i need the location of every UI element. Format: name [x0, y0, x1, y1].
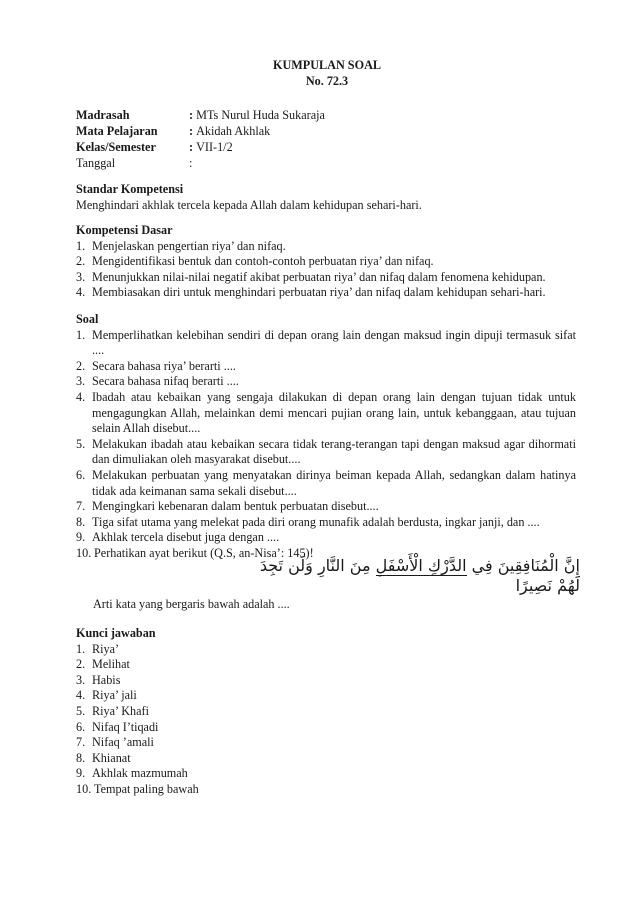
meta-value: VII-1/2: [196, 140, 233, 154]
meta-row-mapel: [76, 124, 576, 140]
list-item: 10. Tempat paling bawah: [76, 781, 199, 796]
meta-row-tanggal: [76, 156, 576, 172]
list-item: 2. Secara bahasa riya’ berarti ....: [76, 358, 236, 373]
list-item: 1. Memperlihatkan kelebihan sendiri di depan orang lain dengan maksud ingin dipuji termasuk sifat ....: [76, 327, 576, 358]
list-item: 4. Membiasakan diri untuk menghindari perbuatan riya’ dan nifaq dalam kehidupan sehari-hari.: [76, 285, 546, 300]
list-item: 4. Riya’ jali: [76, 688, 137, 703]
list-item: 8. Tiga sifat utama yang melekat pada diri orang munafik adalah berdusta, ingkar janji, dan ....: [76, 514, 540, 529]
document-header: [0, 58, 638, 89]
list-item: 1. Riya’: [76, 641, 120, 656]
soal-heading: Soal: [76, 312, 99, 326]
standar-section: [76, 182, 576, 213]
meta-key: Madrasah: [76, 108, 130, 122]
arti-prompt: Arti kata yang bergaris bawah adalah ....: [93, 597, 290, 611]
list-item: 3. Secara bahasa nifaq berarti ....: [76, 374, 239, 389]
ayat-underlined: الدَّرْكِ الْأَسْفَلِ: [375, 556, 467, 575]
document-number: No. 72.3: [305, 73, 349, 88]
document-title: KUMPULAN SOAL: [273, 58, 381, 72]
meta-value: [195, 156, 576, 172]
ayat-part: مِنَ النَّارِ وَلَن تَجِدَ لَهُمْ نَصِيرًا: [259, 556, 580, 595]
list-item: 7. Mengingkari kebenaran dalam bentuk perbuatan disebut....: [76, 499, 379, 514]
standar-heading: Standar Kompetensi: [76, 182, 184, 196]
list-item: 4. Ibadah atau kebaikan yang sengaja dilakukan di depan orang lain dengan tujuan tidak untuk mengagungkan Allah, melainkan demi mencari pujian orang lain, untuk kebanggaan, atau tujuan selain Allah disebut....: [76, 389, 576, 436]
standar-text: Menghindari akhlak tercela kepada Allah dalam kehidupan sehari-hari.: [76, 197, 422, 212]
meta-colon: :: [189, 108, 197, 122]
list-item: 2. Mengidentifikasi bentuk dan contoh-contoh perbuatan riya’ dan nifaq.: [76, 254, 434, 269]
meta-colon: :: [189, 140, 197, 154]
list-item: 8. Khianat: [76, 750, 131, 765]
list-item: 2. Melihat: [76, 657, 130, 672]
list-item: 6. Melakukan perbuatan yang menyatakan dirinya beiman kepada Allah, sedangkan dalam hatinya tidak ada keimanan sama sekali disebut....: [76, 467, 576, 498]
list-item: 9. Akhlak mazmumah: [76, 766, 188, 781]
meta-key: Tanggal: [76, 156, 116, 170]
list-item: 3. Menunjukkan nilai-nilai negatif akibat perbuatan riya’ dan nifaq dalam fenomena kehidupan.: [76, 269, 546, 284]
kunci-heading: Kunci jawaban: [76, 626, 156, 640]
list-item: 6. Nifaq I’tiqadi: [76, 719, 159, 734]
meta-row-madrasah: [76, 108, 576, 124]
kunci-section: [76, 626, 576, 798]
soal-list: [76, 328, 576, 562]
list-item: 10. Perhatikan ayat berikut (Q.S, an-Nisa’: 145)!: [76, 545, 314, 560]
list-item: 9. Akhlak tercela disebut juga dengan ....: [76, 530, 280, 545]
meta-key: Kelas/Semester: [76, 140, 156, 154]
list-item: 3. Habis: [76, 672, 121, 687]
kompetensi-list: [76, 239, 576, 301]
kunci-list: [76, 642, 576, 798]
ayat-part: إِنَّ الْمُنَافِقِينَ فِي: [466, 556, 580, 575]
meta-value: MTs Nurul Huda Sukaraja: [196, 108, 325, 122]
meta-table: [76, 108, 576, 172]
meta-key: Mata Pelajaran: [76, 124, 158, 138]
list-item: 5. Melakukan ibadah atau kebaikan secara tidak terang-terangan tapi dengan maksud agar dihormati dan dimuliakan oleh masyarakat disebut....: [76, 436, 576, 467]
kompetensi-heading: Kompetensi Dasar: [76, 223, 173, 237]
ayat-quran: [250, 556, 580, 596]
meta-colon: :: [189, 156, 196, 170]
soal-section: [76, 312, 576, 562]
list-item: 7. Nifaq ’amali: [76, 735, 154, 750]
meta-row-kelas: [76, 140, 576, 156]
meta-value: Akidah Akhlak: [196, 124, 271, 138]
kompetensi-section: [76, 223, 576, 301]
list-item: 5. Riya’ Khafi: [76, 703, 149, 718]
list-item: 1. Menjelaskan pengertian riya’ dan nifaq.: [76, 238, 286, 253]
meta-colon: :: [189, 124, 197, 138]
